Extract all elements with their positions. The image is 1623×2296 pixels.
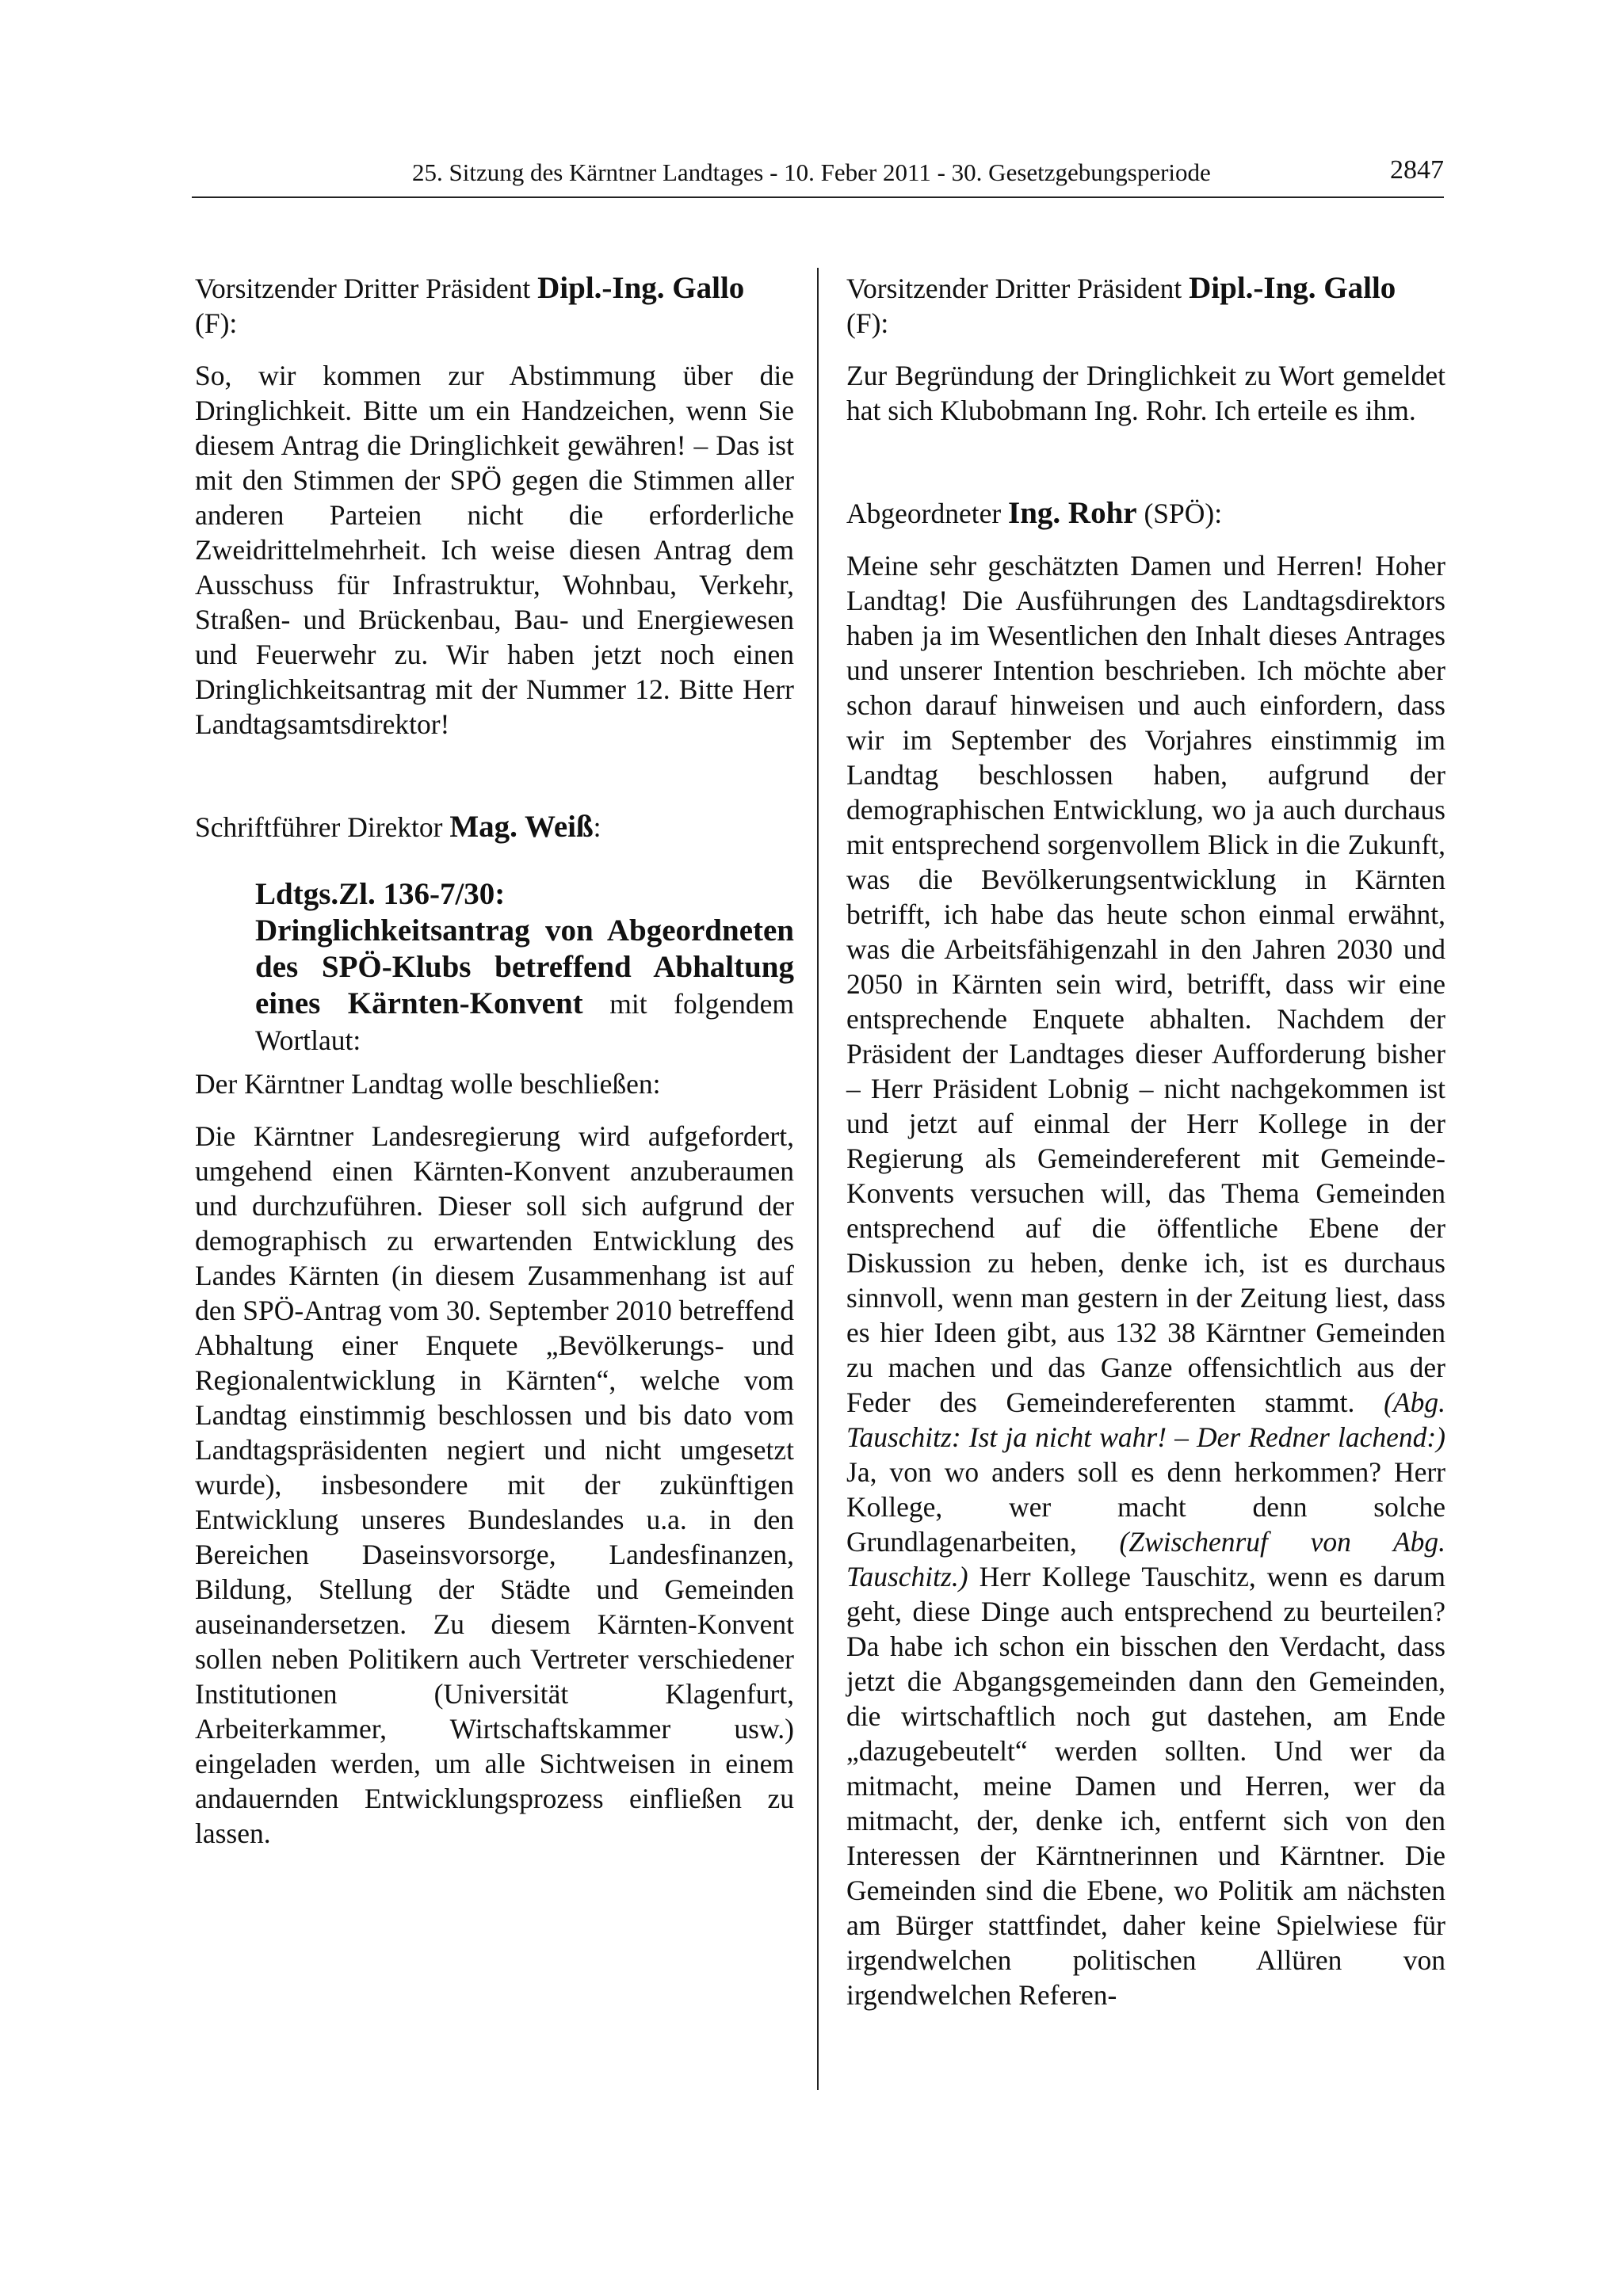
right-column	[846, 271, 1445, 2012]
speaker-role: Schriftführer Direktor	[195, 811, 450, 843]
speaker-role: Abgeordneter	[846, 498, 1009, 529]
speaker-heading	[195, 810, 794, 845]
page-number: 2847	[1390, 155, 1444, 185]
left-column	[195, 271, 794, 1851]
speaker-party: (SPÖ):	[1136, 498, 1223, 529]
motion-title-line	[255, 913, 794, 1058]
paragraph: Die Kärntner Landesregierung wird aufgefordert, umgehend einen Kärnten-Konvent anzuberaumen und durchzuführen. Dieser soll sich aufgrund der demographisch zu erwartenden Entwicklung des Landes Kärnten (in diesem Zusammenhang ist auf den SPÖ-Antrag vom 30. September 2010 betreffend Abhaltung einer Enquete „Bevölkerungs- und Regionalentwicklung in Kärnten“, welche vom Landtag einstimmig beschlossen und bis dato vom Landtagspräsidenten negiert und nicht umgesetzt wurde), insbesondere mit der zukünftigen Entwicklung unseres Bundeslandes u.a. in den Bereichen Daseinsvorsorge, Landesfinanzen, Bildung, Stellung der Städte und Gemeinden auseinandersetzen. Zu diesem Kärnten-Konvent sollen neben Politikern auch Vertreter verschiedener Institutionen (Universität Klagenfurt, Arbeiterkammer, Wirtschaftskammer usw.) eingeladen werden, um alle Sichtweisen in einem andauernden Entwicklungsprozess einfließen zu lassen.	[195, 1120, 794, 1849]
paragraph: So, wir kommen zur Abstimmung über die Dringlichkeit. Bitte um ein Handzeichen, wenn Sie diesem Antrag die Dringlichkeit gewähren! – Das ist mit den Stimmen der SPÖ gegen die Stimmen aller anderen Parteien nicht die erforderliche Zweidrittelmehrheit. Ich weise diesen Antrag dem Ausschuss für Infrastruktur, Wohnbau, Verkehr, Straßen- und Brückenbau, Bau- und Energiewesen und Feuerwehr zu. Wir haben jetzt noch einen Dringlichkeitsantrag mit der Nummer 12. Bitte Herr Landtagsamtsdirektor!	[195, 360, 794, 740]
speech-text: Ja, von wo anders soll es denn herkommen? Herr Kollege, wer macht denn solche Grundlagenarbeiten,	[846, 1456, 1445, 1558]
interjection: (Zwischenruf von Abg. Tauschitz.)	[846, 1526, 1446, 1592]
motion-tail: mit folgendem Wortlaut:	[255, 988, 794, 1056]
speaker-heading	[846, 271, 1445, 341]
speaker-role: Vorsitzender Dritter Präsident	[195, 273, 538, 304]
resolution-intro: Der Kärntner Landtag wolle beschließen:	[195, 1068, 661, 1100]
column-divider	[817, 268, 819, 2090]
interjection: (Abg. Tauschitz: Ist ja nicht wahr! – Der Redner lachend:)	[846, 1386, 1445, 1453]
speaker-name: Ing. Rohr	[1008, 496, 1137, 530]
motion-number: Ldtgs.Zl. 136-7/30:	[255, 877, 506, 911]
speaker-name: Mag. Weiß	[449, 810, 594, 844]
speech-text: Herr Kollege Tauschitz, wenn es darum geht, diese Dinge auch entsprechend zu beurteilen? Da habe ich schon ein bisschen den Verdacht, dass jetzt die Abgangsgemeinden dann den Gemeinden, die wirtschaftlich noch gut dastehen, am Ende „dazugebeutelt“ werden sollten. Und wer da mitmacht, meine Damen und Herren, wer da mitmacht, der, denke ich, entfernt sich von den Interessen der Kärntnerinnen und Kärntner. Die Gemeinden sind die Ebene, wo Politik am nächsten am Bürger stattfindet, daher keine Spielwiese für irgendwelchen politischen Allüren von irgendwelchen Referen-	[846, 1561, 1445, 2011]
motion-block	[255, 876, 794, 1058]
speech-text: Meine sehr geschätzten Damen und Herren! Hoher Landtag! Die Ausführungen des Landtagsdirektors haben ja im Wesentlichen den Inhalt dieses Antrages und unserer Intention beschrieben. Ich möchte aber schon darauf hinweisen und auch einfordern, dass wir im September des Vorjahres einstimmig im Landtag beschlossen haben, aufgrund der demographischen Entwicklung, wo ja auch durchaus mit entsprechend sorgenvollem Blick in die Zukunft, was die Bevölkerungsentwicklung in Kärnten betrifft, ich habe das heute schon einmal erwähnt, was die Arbeitsfähigenzahl in den Jahren 2030 und 2050 in Kärnten sein wird, betrifft, dass wir eine entsprechende Enquete abhalten. Nachdem der Präsident der Landtages dieser Aufforderung bisher – Herr Präsident Lobnig – nicht nachgekommen ist und jetzt auf einmal der Herr Kollege in der Regierung als Gemeindereferent mit Gemeinde-Konvents versuchen will, das Thema Gemeinden entsprechend auf die öffentliche Ebene der Diskussion zu heben, denke ich, ist es durchaus sinnvoll, wenn man gestern in der Zeitung liest, dass es hier Ideen gibt, aus 132 38 Kärntner Gemeinden zu machen und das Ganze offensichtlich aus der Feder des Gemeindereferenten stammt.	[846, 550, 1445, 1418]
running-title: 25. Sitzung des Kärntner Landtages - 10. Feber 2011 - 30. Gesetzgebungsperiode	[412, 158, 1211, 186]
speaker-party: (F):	[195, 307, 238, 339]
speaker-role: Vorsitzender Dritter Präsident	[846, 273, 1190, 304]
speaker-suffix: :	[593, 811, 601, 843]
paragraph: Zur Begründung der Dringlichkeit zu Wort gemeldet hat sich Klubobmann Ing. Rohr. Ich erteile es ihm.	[846, 360, 1445, 426]
speaker-heading	[195, 271, 794, 341]
page-header	[192, 155, 1444, 198]
speaker-party: (F):	[846, 307, 889, 339]
motion-title: Dringlichkeitsantrag von Abgeordneten des SPÖ-Klubs betreffend Abhaltung eines Kärnten-Konvent	[255, 913, 794, 1020]
speech-paragraph	[846, 548, 1445, 2012]
speaker-name: Dipl.-Ing. Gallo	[537, 271, 745, 305]
speaker-name: Dipl.-Ing. Gallo	[1189, 271, 1396, 305]
speaker-heading	[846, 496, 1445, 531]
